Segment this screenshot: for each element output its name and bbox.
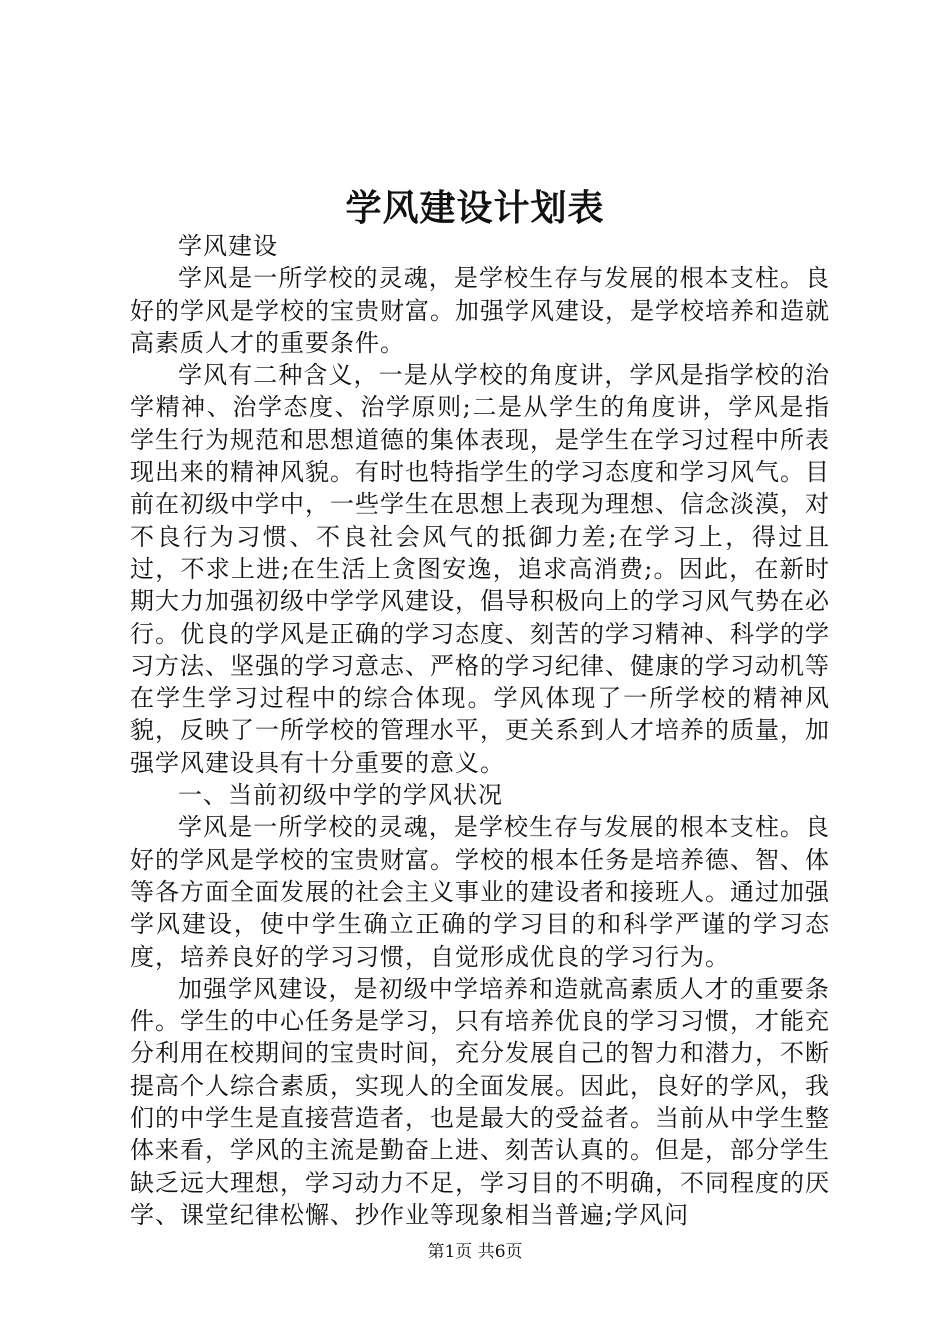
paragraph-heading: 学风建设 xyxy=(178,232,278,260)
section-heading: 一、当前初级中学的学风状况 xyxy=(178,781,503,810)
page-footer: 第1页 共6页 xyxy=(427,1242,523,1262)
page-title: 学风建设计划表 xyxy=(345,187,605,229)
paragraph: 学风是一所学校的灵魂，是学校生存与发展的根本支柱。良好的学风是学校的宝贵财富。加强学风建设，是学校培养和造就高素质人才的重要条件。 xyxy=(130,264,830,357)
paragraph: 加强学风建设，是初级中学培养和造就高素质人才的重要条件。学生的中心任务是学习，只有培养优良的学习习惯，才能充分利用在校期间的宝贵时间，充分发展自己的智力和潜力，不断提高个人综合素质，实现人的全面发展。因此，良好的学风，我们的中学生是直接营造者，也是最大的受益者。当前从中学生整体来看，学风的主流是勤奋上进、刻苦认真的。但是，部分学生缺乏远大理想，学习动力不足，学习目的不明确，不同程度的厌学、课堂纪律松懈、抄作业等现象相当普遍;学风问 xyxy=(130,974,830,1229)
document-body xyxy=(130,230,830,1231)
paragraph: 学风有二种含义，一是从学校的角度讲，学风是指学校的治学精神、治学态度、治学原则;二是从学生的角度讲，学风是指学生行为规范和思想道德的集体表现，是学生在学习过程中所表现出来的精神风貌。有时也特指学生的学习态度和学习风气。目前在初级中学中，一些学生在思想上表现为理想、信念淡漠，对不良行为习惯、不良社会风气的抵御力差;在学习上，得过且过，不求上进;在生活上贪图安逸，追求高消费;。因此，在新时期大力加强初级中学学风建设，倡导积极向上的学习风气势在必行。优良的学风是正确的学习态度、刻苦的学习精神、科学的学习方法、坚强的学习意志、严格的学习纪律、健康的学习动机等在学生学习过程中的综合体现。学风体现了一所学校的精神风貌，反映了一所学校的管理水平，更关系到人才培养的质量，加强学风建设具有十分重要的意义。 xyxy=(130,361,830,777)
paragraph: 学风是一所学校的灵魂，是学校生存与发展的根本支柱。良好的学风是学校的宝贵财富。学校的根本任务是培养德、智、体等各方面全面发展的社会主义事业的建设者和接班人。通过加强学风建设，使中学生确立正确的学习目的和科学严谨的学习态度，培养良好的学习习惯，自觉形成优良的学习行为。 xyxy=(130,813,830,971)
